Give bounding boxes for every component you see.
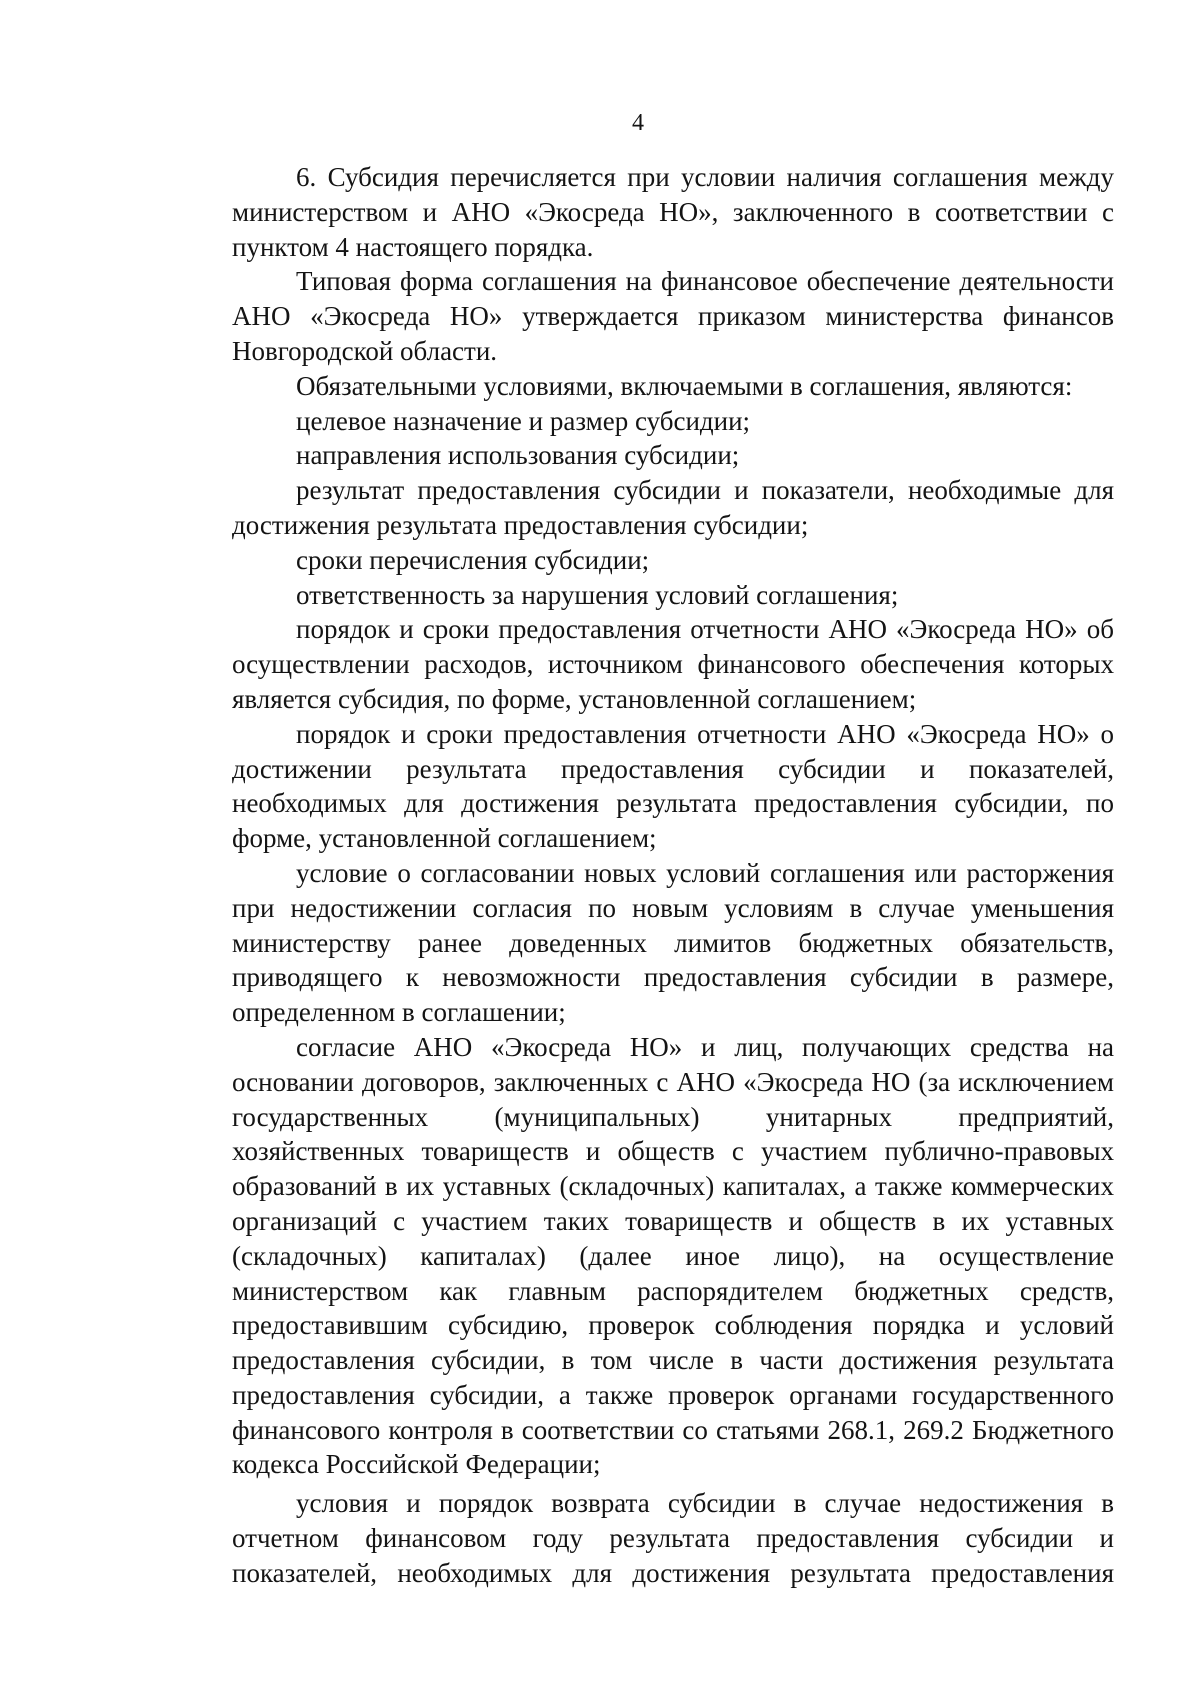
paragraph-clause-6: 6. Субсидия перечисляется при условии наличия соглашения между министерством и АНО «Экосреда НО», заключенного в соответствии с пунктом 4 настоящего порядка. (232, 162, 1114, 262)
list-item-usage-directions: направления использования субсидии; (296, 440, 740, 471)
paragraph-standard-form: Типовая форма соглашения на финансовое обеспечение деятельности АНО «Экосреда НО» утверждается приказом министерства финансов Новгородской области. (232, 266, 1114, 366)
list-item-refund-conditions: условия и порядок возврата субсидии в случае недостижения в отчетном финансовом году результата предоставления субсидии и показателей, необходимых для достижения результата предоставления (232, 1488, 1114, 1588)
list-item-transfer-terms: сроки перечисления субсидии; (296, 544, 650, 575)
list-item-purpose-amount: целевое назначение и размер субсидии; (296, 405, 751, 436)
list-item-result-reporting: порядок и сроки предоставления отчетности АНО «Экосреда НО» о достижении результата предоставления субсидии и показателей, необходимых для достижения результата предоставления субсидии, по форме, установленной соглашением; (232, 718, 1114, 854)
list-item-result-indicators: результат предоставления субсидии и показатели, необходимые для достижения результата предоставления субсидии; (232, 475, 1114, 540)
list-item-expense-reporting: порядок и сроки предоставления отчетности АНО «Экосреда НО» об осуществлении расходов, источником финансового обеспечения которых является субсидия, по форме, установленной соглашением; (232, 614, 1114, 714)
document-body (232, 160, 1114, 1591)
paragraph-mandatory-conditions-intro: Обязательными условиями, включаемыми в соглашения, являются: (296, 370, 1073, 401)
list-item-liability: ответственность за нарушения условий соглашения; (296, 579, 899, 610)
list-item-new-terms-agreement: условие о согласовании новых условий соглашения или расторжения при недостижении согласия по новым условиям в случае уменьшения министерству ранее доведенных лимитов бюджетных обязательств, приводящего к невозможности предоставления субсидии в размере, определенном в соглашении; (232, 857, 1114, 1028)
list-item-consent-to-inspections: согласие АНО «Экосреда НО» и лиц, получающих средства на основании договоров, заключенных с АНО «Экосреда НО (за исключением государственных (муниципальных) унитарных предприятий, хозяйственных товариществ и обществ с участием публично-правовых образований в их уставных (складочных) капиталах, а также коммерческих организаций с участием таких товариществ и обществ в их уставных (складочных) капиталах) (далее иное лицо), на осуществление министерством как главным распорядителем бюджетных средств, предоставившим субсидию, проверок соблюдения порядка и условий предоставления субсидии, в том числе в части достижения результата предоставления субсидии, а также проверок органами государственного финансового контроля в соответствии со статьями 268.1, 269.2 Бюджетного кодекса Российской Федерации; (232, 1031, 1114, 1480)
page-number: 4 (632, 110, 644, 136)
